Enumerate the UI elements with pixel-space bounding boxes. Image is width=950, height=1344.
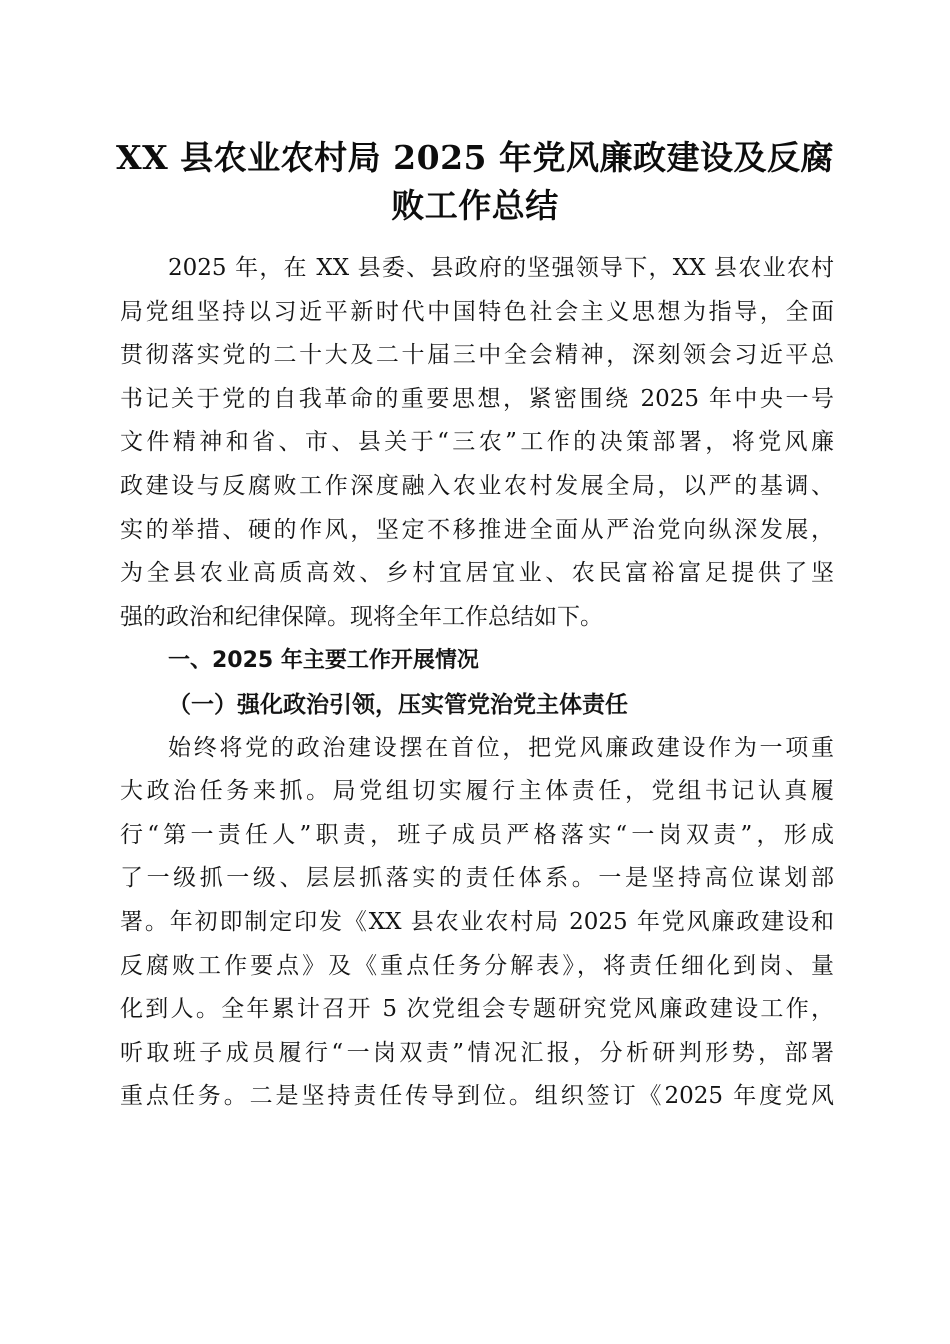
subsection-paragraph <box>120 727 834 1119</box>
text-line: 政建设与反腐败工作深度融入农业农村发展全局，以严的基调、 <box>120 472 834 499</box>
text-line: 听取班子成员履行“一岗双责”情况汇报，分析研判形势，部署 <box>120 1039 834 1066</box>
text-line: 署。年初即制定印发《XX 县农业农村局 2025 年党风廉政建设和 <box>120 908 834 935</box>
text-line: 贯彻落实党的二十大及二十届三中全会精神，深刻领会习近平总 <box>120 342 834 369</box>
text-line: 局党组坚持以习近平新时代中国特色社会主义思想为指导，全面 <box>120 298 834 325</box>
title-line: 败工作总结 <box>391 186 559 225</box>
text-line: 为全县农业高质高效、乡村宜居宜业、农民富裕富足提供了坚 <box>120 560 834 587</box>
text-line: 化到人。全年累计召开 5 次党组会专题研究党风廉政建设工作， <box>120 996 834 1023</box>
text-line: 强的政治和纪律保障。现将全年工作总结如下。 <box>120 603 603 630</box>
text-line: 了一级抓一级、层层抓落实的责任体系。一是坚持高位谋划部 <box>120 865 834 892</box>
section-heading: 一、2025 年主要工作开展情况 <box>168 648 479 674</box>
text-line: 始终将党的政治建设摆在首位，把党风廉政建设作为一项重 <box>168 734 834 761</box>
text-line: 书记关于党的自我革命的重要思想，紧密围绕 2025 年中央一号 <box>120 385 834 412</box>
text-line: 行“第一责任人”职责，班子成员严格落实“一岗双责”，形成 <box>120 821 834 848</box>
text-line: 2025 年，在 XX 县委、县政府的坚强领导下，XX 县农业农村 <box>168 255 834 281</box>
intro-paragraph <box>120 247 834 639</box>
text-line: 反腐败工作要点》及《重点任务分解表》，将责任细化到岗、量 <box>120 952 834 979</box>
document-body <box>120 247 834 1119</box>
subsection-heading: （一）强化政治引领，压实管党治党主体责任 <box>168 690 628 718</box>
document-title <box>100 134 850 230</box>
text-line: 重点任务。二是坚持责任传导到位。组织签订《2025 年度党风 <box>120 1083 834 1110</box>
text-line: 文件精神和省、市、县关于“三农”工作的决策部署，将党风廉 <box>120 429 834 456</box>
text-line: 实的举措、硬的作风，坚定不移推进全面从严治党向纵深发展， <box>120 516 834 543</box>
title-line: XX 县农业农村局 2025 年党风廉政建设及反腐 <box>115 138 835 177</box>
text-line: 大政治任务来抓。局党组切实履行主体责任，党组书记认真履 <box>120 778 834 805</box>
